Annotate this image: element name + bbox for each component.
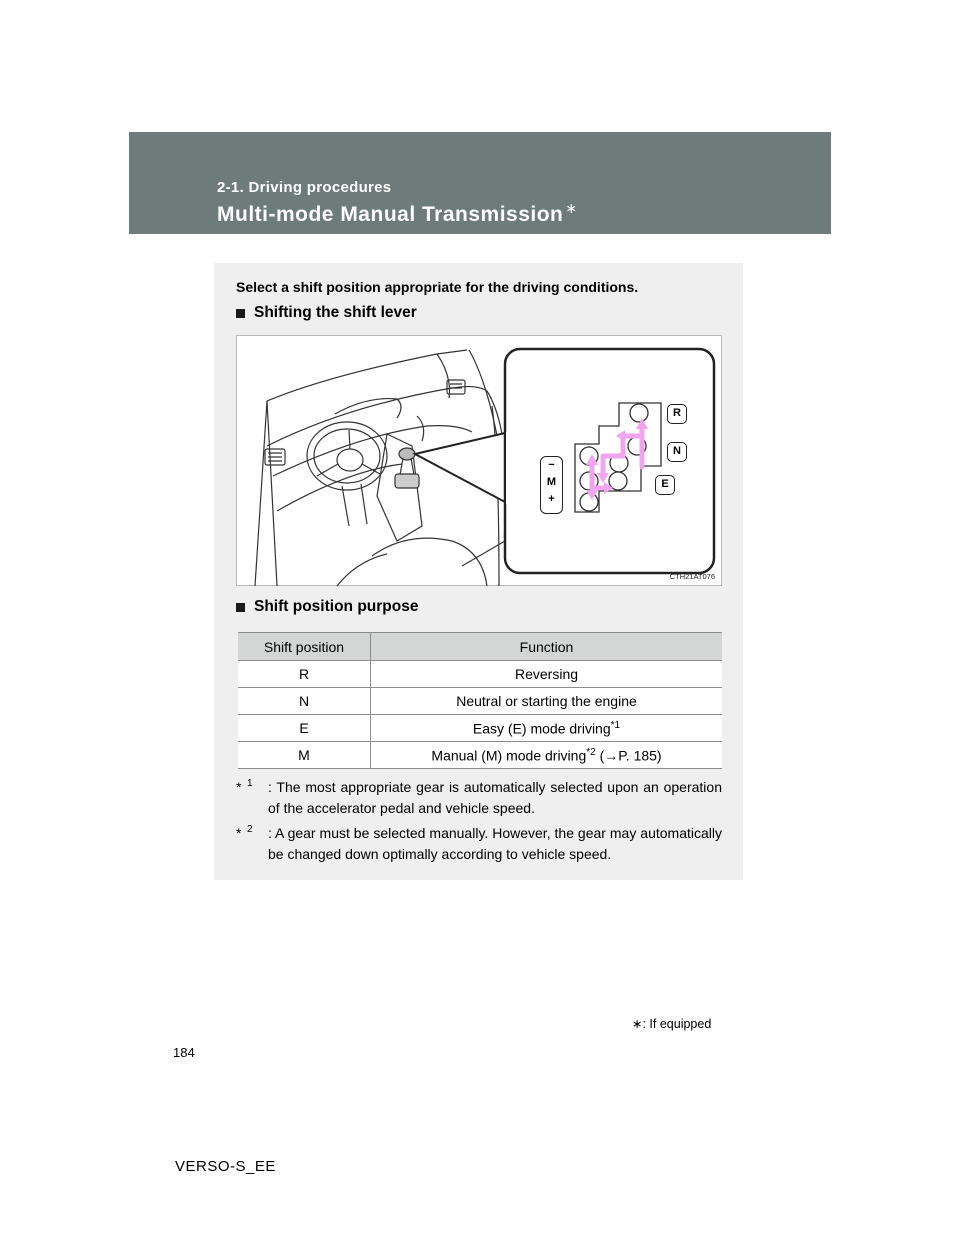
cabin-drawing <box>237 336 723 587</box>
cell-position: M <box>238 742 371 769</box>
cell-function <box>371 715 723 742</box>
page-title-text: Multi-mode Manual Transmission <box>217 203 564 226</box>
model-code: VERSO-S_EE <box>175 1158 276 1175</box>
chapter-header <box>129 132 831 234</box>
table-header-row <box>238 633 722 661</box>
bullet-square-icon <box>236 309 245 318</box>
gate-label-e: E <box>655 475 675 495</box>
equipped-mark: ∗ <box>565 200 578 216</box>
function-text: Neutral or starting the engine <box>456 693 637 709</box>
table-row <box>238 742 722 769</box>
footnote-ref: *1 <box>610 719 621 731</box>
gate-label-r: R <box>667 404 687 424</box>
intro-text: Select a shift position appropriate for the driving conditions. <box>236 279 639 295</box>
function-text: Manual (M) mode driving <box>431 747 587 764</box>
table-row <box>238 661 722 688</box>
column-header-function: Function <box>371 633 723 661</box>
manual-plus: + <box>548 493 555 505</box>
page-title <box>217 200 578 227</box>
cell-function <box>371 742 723 769</box>
manual-range-label <box>540 456 563 514</box>
footnote-1 <box>236 777 722 819</box>
footnote-key: 1 <box>247 778 253 789</box>
footnote-key: 2 <box>247 824 253 835</box>
footnote-asterisk: * <box>236 825 242 841</box>
shift-lever-illustration <box>236 335 722 586</box>
table-row <box>238 688 722 715</box>
cell-position: E <box>238 715 371 742</box>
column-header-position: Shift position <box>238 633 371 661</box>
gate-label-n: N <box>667 442 687 462</box>
subhead-shifting-label: Shifting the shift lever <box>254 304 417 321</box>
footnote-text: : The most appropriate gear is automatically selected upon an operation of the accelerator pedal and vehicle speed. <box>268 779 722 816</box>
illustration-code: CTH21AT076 <box>669 572 715 581</box>
shift-position-table <box>238 632 722 769</box>
page-reference-link[interactable]: (→P. 185) <box>595 747 662 764</box>
function-text: Easy (E) mode driving <box>472 720 611 737</box>
bullet-square-icon <box>236 603 245 612</box>
subhead-purpose <box>236 598 418 616</box>
footnote-ref: *2 <box>586 746 596 758</box>
footnote-text: : A gear must be selected manually. However, the gear may automatically be changed down optimally according to vehicle speed. <box>268 825 722 862</box>
footnote-asterisk: * <box>236 779 242 795</box>
content-panel <box>214 263 743 880</box>
section-label: 2-1. Driving procedures <box>217 179 392 196</box>
if-equipped-note: ∗: If equipped <box>632 1017 712 1031</box>
cell-function <box>371 661 723 688</box>
footnote-2 <box>236 823 722 865</box>
table-row <box>238 715 722 742</box>
cell-position: N <box>238 688 371 715</box>
subhead-shifting <box>236 304 417 322</box>
cell-position: R <box>238 661 371 688</box>
function-text: Reversing <box>514 666 579 682</box>
manual-minus: − <box>548 459 555 471</box>
cell-function <box>371 688 723 715</box>
manual-m: M <box>546 476 557 488</box>
page-number: 184 <box>173 1045 195 1060</box>
subhead-purpose-label: Shift position purpose <box>254 598 419 615</box>
